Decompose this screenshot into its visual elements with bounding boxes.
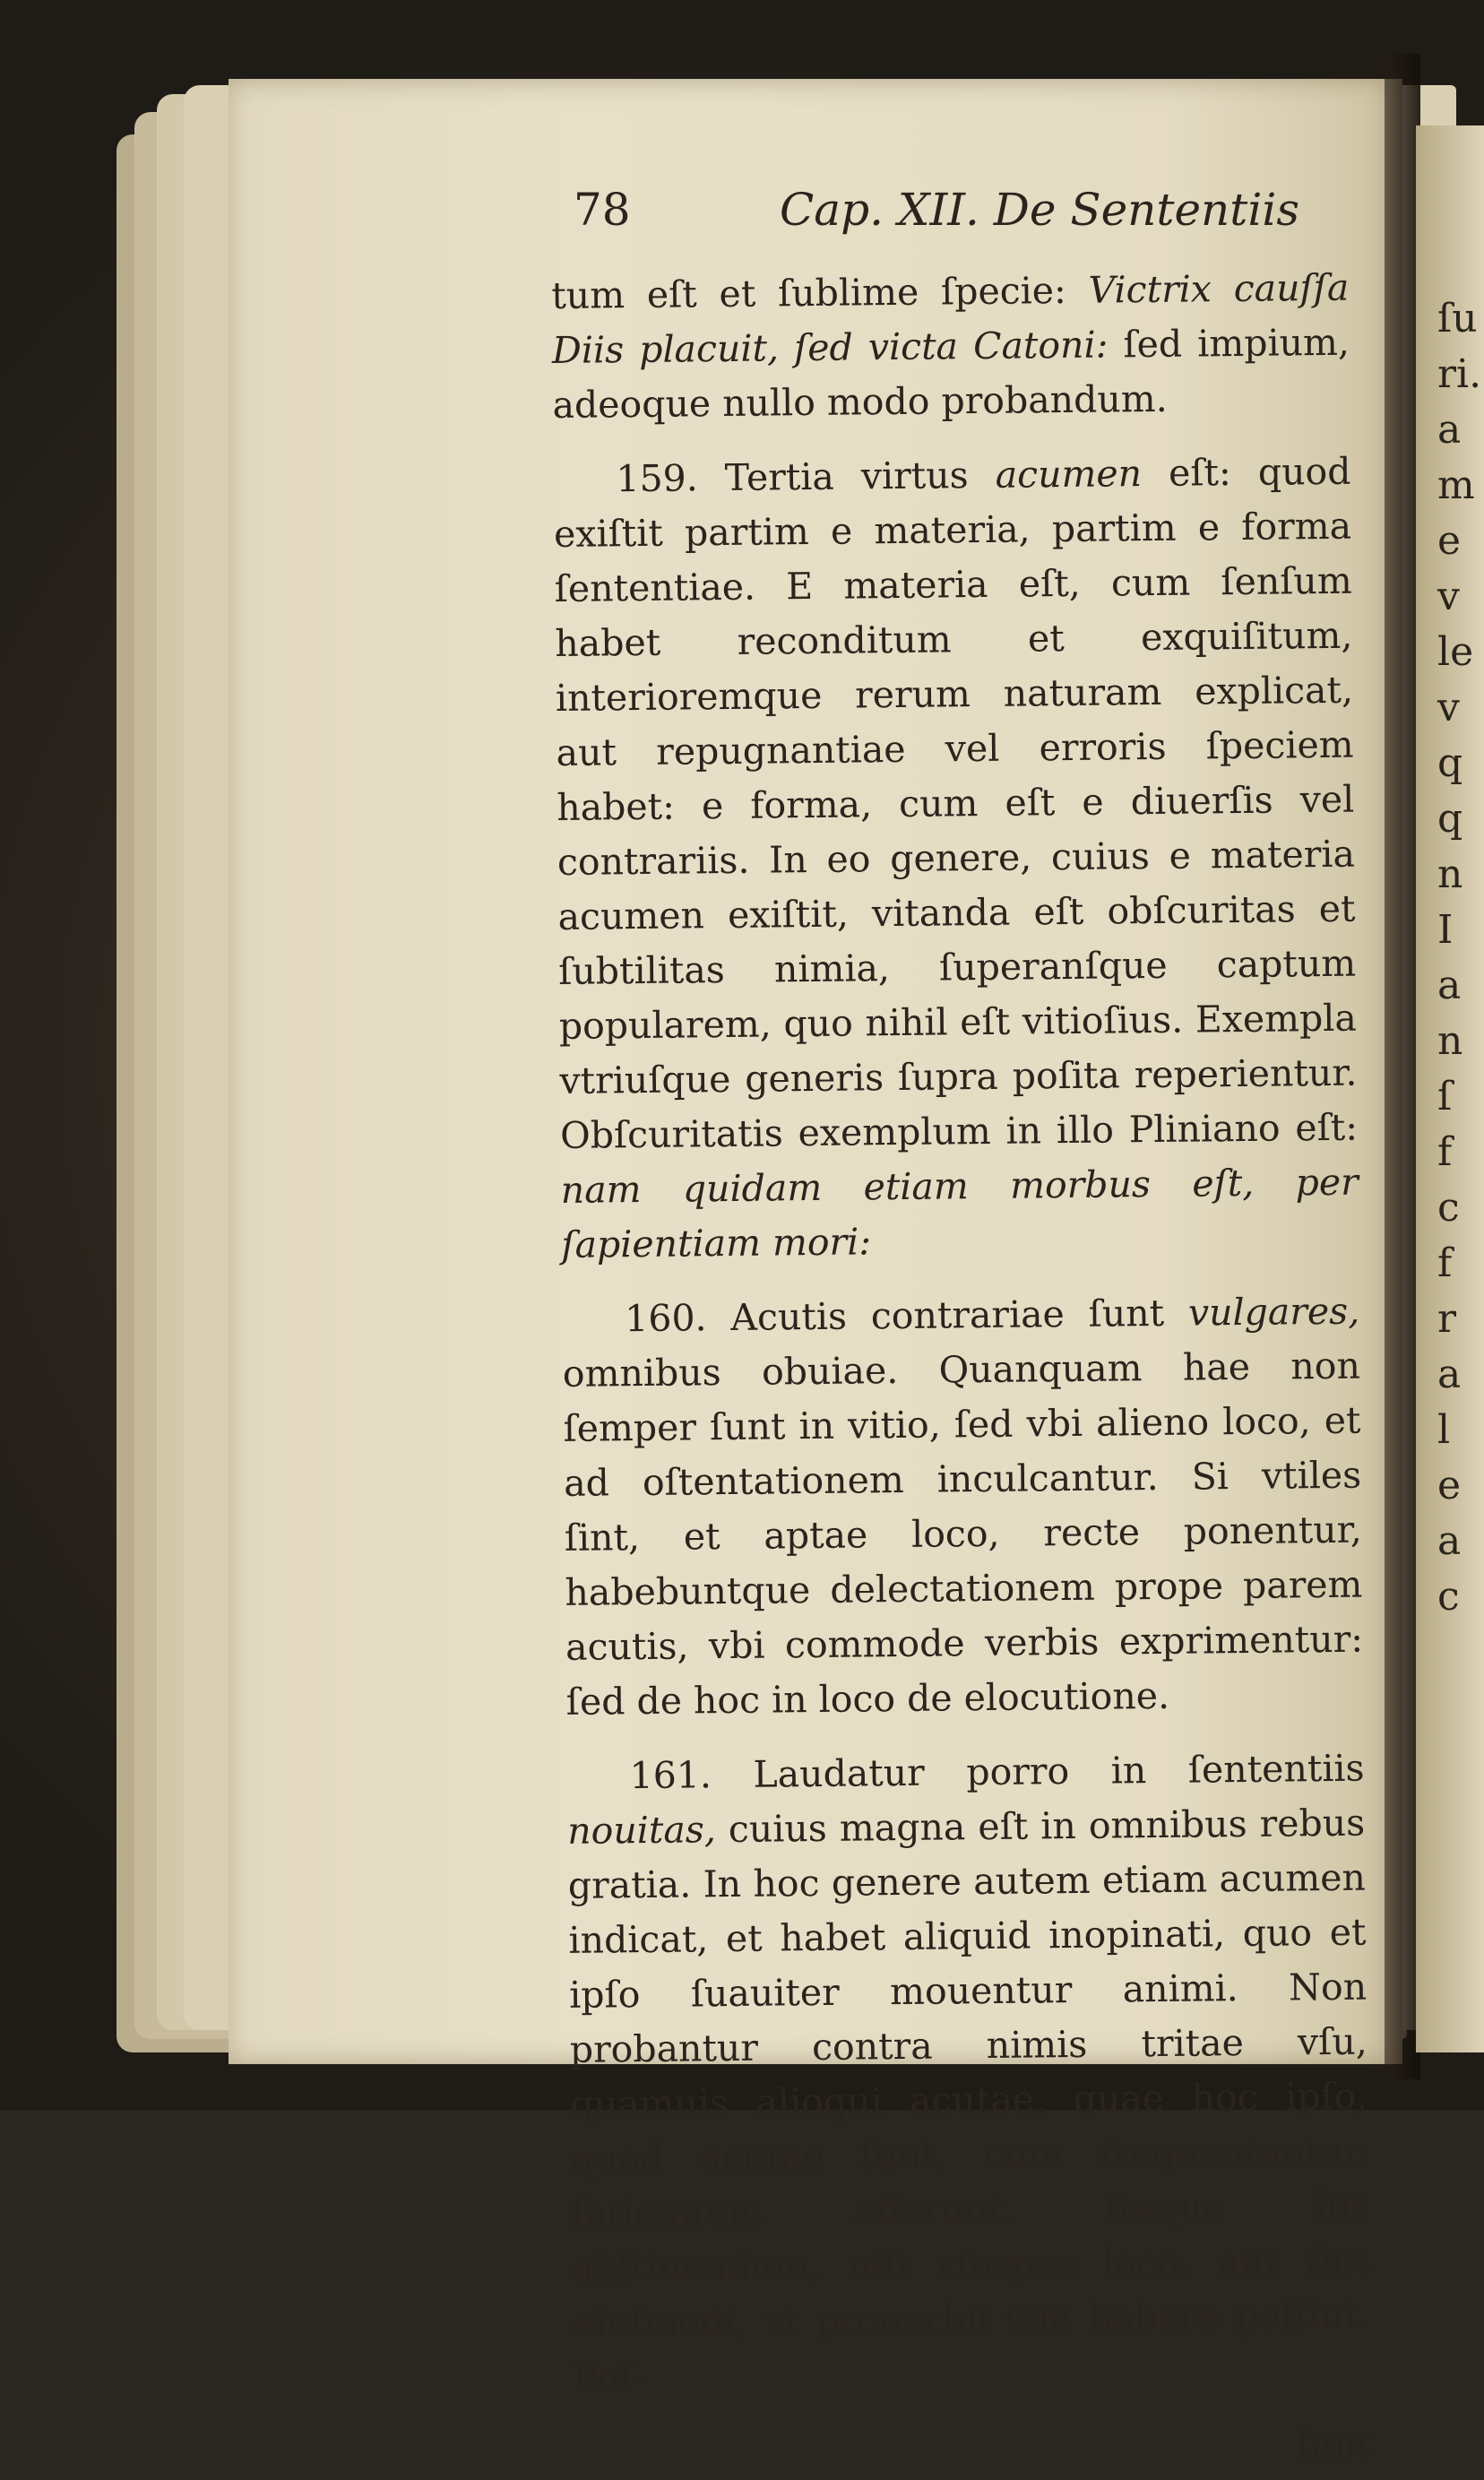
text-run: 161. Laudatur porro in ſententiis <box>629 1746 1365 1798</box>
italic-text: vulgares, <box>1187 1289 1360 1335</box>
facing-page-fragment: ri. <box>1437 351 1482 397</box>
facing-page-fragment: r <box>1437 1296 1457 1342</box>
italic-text: nam quidam etiam morbus eſt, per ſapientiam mori: <box>560 1160 1359 1266</box>
facing-page-fragment: a <box>1437 407 1462 453</box>
facing-page-fragment: n <box>1437 1018 1463 1064</box>
facing-page-fragment: c <box>1437 1574 1460 1620</box>
facing-page-fragment: e <box>1437 518 1462 564</box>
facing-page-fragment: q <box>1437 796 1463 842</box>
paragraph <box>551 261 1350 433</box>
paragraph <box>562 1284 1364 1730</box>
facing-page-fragment: m <box>1437 462 1475 508</box>
text-run: omnibus obuiae. Quanquam hae non ſemper ſunt in vitio, ſed vbi alieno loco, et ad oſtentationem inculcantur. Si vtiles ſint, et aptae loco, recte ponentur, habebuntque delectationem prope parem acutis, vbi commode verbis exprimentur: ſed de hoc in loco de elocutione. <box>562 1344 1364 1724</box>
italic-text: acumen <box>995 452 1143 497</box>
running-header <box>574 184 1380 238</box>
facing-page-fragment: e <box>1437 1463 1462 1508</box>
page-number: 78 <box>574 184 631 236</box>
text-run: 160. Acutis contrariae ſunt <box>625 1291 1189 1341</box>
facing-page-fragment: n <box>1437 851 1463 897</box>
facing-page-fragment: a <box>1437 963 1462 1008</box>
text-run: 159. Tertia virtus <box>616 453 996 501</box>
facing-page-fragment: c <box>1437 1185 1460 1231</box>
body-text <box>551 261 1372 2480</box>
book-gutter <box>1385 54 1420 2079</box>
facing-page-fragment: I <box>1437 907 1454 953</box>
facing-page-fragment: a <box>1437 1352 1462 1397</box>
italic-text: Victrix cauſſa Diis placuit, ſed victa Catoni: <box>551 265 1350 372</box>
facing-page-fragment: ſu <box>1437 296 1478 341</box>
facing-page-fragment: v <box>1437 685 1460 730</box>
running-title: Cap. XII. De Sententiis <box>780 184 1299 236</box>
facing-page-fragment: f <box>1437 1129 1453 1175</box>
facing-page-fragment: le <box>1437 629 1474 675</box>
paragraph <box>553 445 1359 1273</box>
facing-page-fragment: l <box>1437 1407 1451 1453</box>
facing-page-fragment: q <box>1437 740 1463 786</box>
facing-page-fragment: f <box>1437 1240 1453 1286</box>
facing-page-fragment: ſ <box>1437 1074 1453 1119</box>
text-run: eſt: quod exiſtit partim e materia, partim e forma ſententiae. E materia eſt, cum ſenſum habet reconditum et exquiſitum, interioremque rerum naturam explicat, aut repugnantiae vel erroris ſpeciem habet: e forma, cum eſt e diuerſis vel contrariis. In eo genere, cuius e materia acumen exiſtit, vitanda eſt obſcuritas et ſubtilitas nimia, ſuperanſque captum popularem, quo nihil eſt vitioſius. Exempla vtriuſque generis ſupra poſita reperientur. Obſcuritatis exemplum in illo Pliniano eſt: <box>553 449 1359 1157</box>
text-run: cuius magna eſt in omnibus rebus gratia. In hoc genere autem etiam acumen indicat, et habet aliquid inopinati, quo et ipſo ſuauiter mouentur animi. Non probantur contra nimis tritae vſu, quamuis alioqui acutae, quae hoc ipſo, quod acutae ſunt, cum frequentantur, ſatietatem afferunt. Itaque his abſtinendum, niſi vſurpes loco, aut ſint eiuſmodi, vt prouerbii vim habere poſſint. Poſ- <box>567 1801 1371 2399</box>
facing-page <box>1416 125 1484 2052</box>
facing-page-fragment: v <box>1437 574 1460 619</box>
italic-text: nouitas, <box>567 1808 717 1853</box>
paragraph <box>566 1741 1371 2406</box>
facing-page-fragment: a <box>1437 1518 1462 1564</box>
catchword: ſunt <box>1295 2422 1372 2467</box>
text-run: ſed impium, adeoque nullo modo probandum. <box>552 320 1350 427</box>
text-run: tum eſt et ſublime ſpecie: <box>551 268 1089 317</box>
